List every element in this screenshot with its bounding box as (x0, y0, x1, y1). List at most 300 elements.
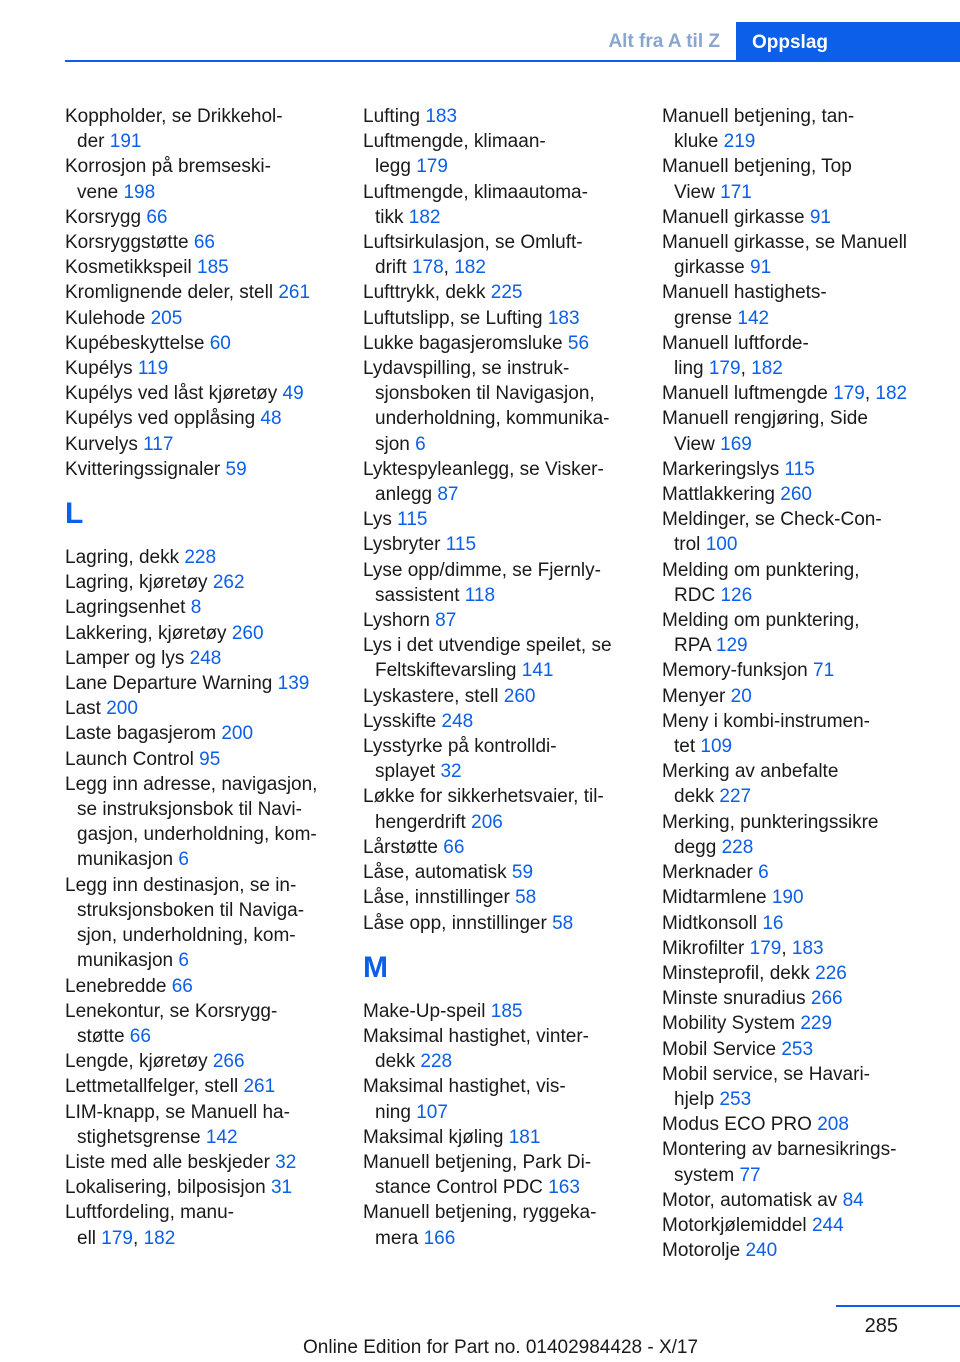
index-term: ell (77, 1227, 97, 1249)
index-term: drift (375, 257, 407, 279)
index-entry (662, 1188, 954, 1213)
index-term: RDC (674, 584, 716, 606)
index-term: Motorolje (662, 1240, 741, 1262)
index-entry (65, 154, 357, 204)
index-term: Lettmetallfelger, stell (65, 1076, 239, 1098)
index-term: struksjonsboken til Naviga- (77, 899, 305, 921)
page-reference-link[interactable]: 142 (737, 307, 770, 329)
page-reference-link[interactable]: 107 (416, 1101, 448, 1123)
index-term: tikk (375, 206, 404, 228)
index-entry (662, 205, 954, 230)
index-entry (662, 759, 954, 809)
index-entry (363, 507, 655, 532)
index-entry (662, 684, 954, 709)
index-entry (363, 1074, 655, 1124)
index-entry (65, 381, 357, 406)
index-term: Lagring, kjøretøy (65, 572, 208, 594)
page-reference-link[interactable]: 6 (178, 950, 189, 972)
page-reference-link[interactable]: 56 (567, 332, 590, 354)
index-term: degg (674, 836, 717, 858)
index-term: vene (77, 181, 119, 203)
index-term: Luftsirkulasjon, se Omluft- (363, 232, 583, 254)
page-reference-link[interactable]: 87 (437, 484, 459, 506)
index-term: Lysskifte (363, 710, 437, 732)
page-reference-link[interactable]: 181 (508, 1126, 541, 1148)
page-reference-link[interactable]: 261 (243, 1076, 276, 1098)
index-entry (363, 356, 655, 457)
index-entry (65, 205, 357, 230)
index-term: Maksimal hastighet, vis- (363, 1076, 566, 1098)
index-entry (65, 570, 357, 595)
index-entry (65, 1175, 357, 1200)
page-number: 285 (864, 1315, 898, 1337)
index-entry (662, 911, 954, 936)
index-term: stance Control PDC (375, 1177, 543, 1199)
index-term: hjelp (674, 1088, 715, 1110)
index-term: trol (674, 534, 701, 556)
index-term: Melding om punktering, (662, 559, 860, 581)
page-reference-link[interactable]: 166 (423, 1227, 456, 1249)
page-reference-link[interactable]: 109 (700, 736, 733, 758)
index-term: Kromlignende deler, stell (65, 282, 274, 304)
index-term: Lane Departure Warning (65, 673, 273, 695)
index-term: sassistent (375, 584, 460, 606)
index-entry (662, 1037, 954, 1062)
index-entry (65, 1074, 357, 1099)
index-term: ling (674, 358, 704, 380)
index-entry (65, 406, 357, 431)
index-entry (363, 709, 655, 734)
index-term: Mobil Service (662, 1038, 777, 1060)
index-entry (662, 885, 954, 910)
page-reference-link[interactable]: 219 (723, 131, 756, 153)
index-entry (662, 1062, 954, 1112)
index-term: Modus ECO PRO (662, 1114, 812, 1136)
page-reference-link[interactable]: 261 (278, 282, 311, 304)
edition-note: Online Edition for Part no. 01402984428 - X/17 (303, 1337, 699, 1358)
index-entry (363, 1024, 655, 1074)
page-reference-link[interactable]: 228 (721, 836, 754, 858)
index-entry (662, 658, 954, 683)
page-reference-link[interactable]: 248 (189, 647, 222, 669)
page-reference-link[interactable]: 182 (454, 257, 486, 279)
page-reference-link[interactable]: 260 (231, 622, 264, 644)
page-reference-link[interactable]: 183 (425, 106, 458, 127)
index-term: LIM-knapp, se Manuell ha- (65, 1101, 290, 1123)
index-term: hengerdrift (375, 811, 466, 833)
page-reference-link[interactable]: 179 (101, 1227, 133, 1249)
page-reference-link[interactable]: 6 (415, 433, 426, 455)
index-entry (662, 558, 954, 608)
page-reference-link[interactable]: 91 (809, 206, 831, 228)
page-reference-link[interactable]: 126 (720, 584, 753, 606)
page-header (65, 22, 960, 62)
index-entry (65, 772, 357, 873)
page-reference-link[interactable]: 6 (178, 849, 189, 871)
index-term: Manuell betjening, Park Di- (363, 1151, 592, 1173)
page-reference-link[interactable]: 182 (875, 383, 908, 405)
page-reference-link[interactable]: 185 (197, 257, 229, 279)
page-reference-link[interactable]: 208 (817, 1114, 849, 1136)
index-entry (662, 482, 954, 507)
index-entry: Luftfordeling, manu- ell 179, 182 (65, 1202, 234, 1249)
index-term: munikasjon (77, 950, 174, 972)
page-reference-link[interactable]: 66 (443, 836, 465, 858)
index-entry (65, 255, 357, 280)
index-term: Motor, automatisk av (662, 1189, 838, 1211)
page-reference-link[interactable]: 244 (811, 1214, 844, 1236)
index-term: girkasse (674, 257, 745, 279)
index-term: system (674, 1164, 735, 1186)
page-reference-link[interactable]: 178 (411, 257, 444, 279)
page-reference-link[interactable]: 226 (815, 962, 847, 984)
page-reference-link[interactable]: 48 (260, 408, 282, 430)
index-term: Liste med alle beskjeder (65, 1151, 270, 1173)
index-term: Korsryggstøtte (65, 232, 189, 254)
index-entry (662, 1112, 954, 1137)
index-entry (662, 104, 954, 154)
index-entry (363, 306, 655, 331)
page-reference-link[interactable]: 229 (800, 1013, 833, 1035)
index-term: Mattlakkering (662, 484, 775, 506)
index-entry (662, 1011, 954, 1036)
index-term: Lagring, dekk (65, 547, 180, 569)
index-term: Luftfordeling, manu- (65, 1202, 234, 1224)
page-reference-link[interactable]: 8 (190, 597, 202, 619)
index-entry (65, 306, 357, 331)
index-entry (363, 860, 655, 885)
index-term: Mobil service, se Havari- (662, 1063, 870, 1085)
index-entry (662, 1213, 954, 1238)
index-entry (65, 671, 357, 696)
page-reference-link[interactable]: 206 (471, 811, 503, 833)
index-term: Minsteprofil, dekk (662, 962, 810, 984)
page-reference-link[interactable]: 266 (212, 1051, 245, 1073)
index-term: munikasjon (77, 849, 174, 871)
index-term: dekk (375, 1051, 416, 1073)
index-entry (662, 709, 954, 759)
page-reference-link[interactable]: 179 (749, 937, 782, 959)
page-reference-link[interactable]: 119 (137, 358, 169, 380)
index-term: Menyer (662, 685, 726, 707)
page-reference-link[interactable]: 198 (123, 181, 156, 203)
index-entry (65, 432, 357, 457)
index-term: ning (375, 1101, 411, 1123)
header-rule (65, 60, 960, 62)
page-reference-link[interactable]: 118 (464, 584, 496, 606)
index-entry (65, 621, 357, 646)
index-term: splayet (375, 761, 436, 783)
page-reference-link[interactable]: 31 (270, 1177, 293, 1199)
index-term: Memory-funksjon (662, 660, 808, 682)
page-reference-link[interactable]: 95 (199, 748, 221, 770)
index-entry: Mikrofilter 179, 183 (662, 937, 824, 959)
index-term: sjonsboken til Navigasjon, (375, 383, 595, 405)
page-reference-link[interactable]: 139 (277, 673, 310, 695)
index-term: Koppholder, se Drikkehol- (65, 106, 283, 127)
index-entry (662, 810, 954, 860)
page-reference-link[interactable]: 66 (129, 1025, 151, 1047)
index-entry (363, 104, 655, 129)
page-reference-link[interactable]: 59 (511, 862, 534, 884)
page-reference-link[interactable]: 171 (720, 181, 752, 203)
index-term: Merknader (662, 862, 753, 884)
index-term: Manuell girkasse, se Manuell (662, 232, 908, 254)
page-reference-link[interactable]: 225 (490, 282, 523, 304)
page-reference-link[interactable]: 66 (146, 206, 168, 228)
index-term: Løkke for sikkerhetsvaier, til- (363, 786, 604, 808)
page-reference-link[interactable]: 49 (282, 383, 304, 405)
index-entry (363, 784, 655, 834)
index-entry (662, 230, 954, 280)
index-entry (65, 721, 357, 746)
index-term: Lyshorn (363, 610, 430, 632)
index-column-2 (363, 104, 655, 1251)
index-term: gasjon, underholdning, kom- (77, 824, 317, 846)
index-term: Lagringsenhet (65, 597, 186, 619)
page-reference-link[interactable]: 59 (225, 458, 247, 480)
index-entry (662, 1137, 954, 1187)
index-term: grense (674, 307, 733, 329)
index-term: Midtkonsoll (662, 912, 758, 934)
index-entry (65, 545, 357, 570)
page-reference-link[interactable]: 91 (750, 257, 772, 279)
index-term: Manuell betjening, ryggeka- (363, 1202, 597, 1224)
index-entry (65, 356, 357, 381)
index-term: Motorkjølemiddel (662, 1214, 807, 1236)
index-entry (363, 734, 655, 784)
index-term: Manuell girkasse (662, 206, 805, 228)
index-term: Manuell betjening, Top (662, 156, 852, 178)
index-term: Merking av anbefalte (662, 761, 839, 783)
index-entry (363, 532, 655, 557)
index-term: anlegg (375, 484, 433, 506)
page-reference-link[interactable]: 84 (842, 1189, 864, 1211)
index-term: Lenebredde (65, 975, 167, 997)
index-term: View (674, 433, 715, 455)
page-reference-link[interactable]: 20 (730, 685, 752, 707)
page-reference-link[interactable]: 179 (833, 383, 865, 405)
index-entry (363, 1125, 655, 1150)
index-entry (65, 747, 357, 772)
index-term: Mobility System (662, 1013, 796, 1035)
page-reference-link[interactable]: 100 (705, 534, 738, 556)
page-reference-link[interactable]: 141 (521, 660, 554, 682)
page-reference-link[interactable]: 248 (441, 710, 474, 732)
index-term: Merking, punkteringssikre (662, 811, 879, 833)
index-term: Last (65, 698, 101, 720)
index-term: stighetsgrense (77, 1126, 201, 1148)
page-reference-link[interactable]: 190 (771, 887, 804, 909)
page-reference-link[interactable]: 77 (739, 1164, 761, 1186)
index-entry (363, 1200, 655, 1250)
index-entry (363, 684, 655, 709)
index-term: Meny i kombi-instrumen- (662, 710, 870, 732)
page-reference-link[interactable]: 262 (212, 572, 245, 594)
index-term: Mikrofilter (662, 937, 745, 959)
index-entry (65, 331, 357, 356)
index-term: Kosmetikkspeil (65, 257, 192, 279)
page-reference-link[interactable]: 66 (171, 975, 193, 997)
index-term: Lårstøtte (363, 836, 438, 858)
index-entry (65, 230, 357, 255)
index-term: Montering av barnesikrings- (662, 1139, 897, 1161)
page-reference-link[interactable]: 16 (762, 912, 784, 934)
index-entry (363, 180, 655, 230)
index-term: Luftmengde, klimaan- (363, 131, 546, 153)
index-term: Manuell luftmengde (662, 383, 828, 405)
index-term: Lufting (363, 106, 421, 127)
index-letter-heading: M (363, 950, 388, 984)
page-reference-link[interactable]: 182 (408, 206, 441, 228)
index-entry (65, 1150, 357, 1175)
page-reference-link[interactable]: 142 (205, 1126, 238, 1148)
index-entry (363, 558, 655, 608)
index-term: mera (375, 1227, 419, 1249)
page-reference-link[interactable]: 260 (503, 685, 536, 707)
index-entry (65, 104, 357, 154)
index-entry (363, 835, 655, 860)
page-reference-link[interactable]: 253 (719, 1088, 752, 1110)
index-term: Launch Control (65, 748, 194, 770)
index-entry (65, 1100, 357, 1150)
index-entry (662, 457, 954, 482)
page-reference-link[interactable]: 253 (781, 1038, 814, 1060)
index-term: Manuell rengjøring, Side (662, 408, 868, 430)
page-reference-link[interactable]: 227 (719, 786, 752, 808)
index-term: sjon, underholdning, kom- (77, 925, 296, 947)
page-reference-link[interactable]: 129 (715, 635, 748, 657)
index-term: se instruksjonsbok til Navi- (77, 799, 302, 821)
index-term: Lyse opp/dimme, se Fjernly- (363, 559, 601, 581)
page-reference-link[interactable]: 260 (780, 484, 812, 506)
page-reference-link[interactable]: 117 (143, 433, 174, 455)
index-term: Kulehode (65, 307, 146, 329)
index-term: Kupélys ved låst kjøretøy (65, 383, 278, 405)
page-reference-link[interactable]: 240 (745, 1240, 778, 1262)
index-entry (662, 961, 954, 986)
index-entry (363, 999, 655, 1024)
index-entry (662, 154, 954, 204)
index-entry (363, 608, 655, 633)
index-term: Lengde, kjøretøy (65, 1051, 208, 1073)
page-reference-link[interactable]: 58 (552, 912, 574, 934)
index-entry (65, 1049, 357, 1074)
page-reference-link[interactable]: 191 (109, 131, 142, 153)
index-term: Kurvelys (65, 433, 138, 455)
index-entry: Luftsirkulasjon, se Omluft- drift 178, 182 (363, 232, 583, 279)
page-reference-link[interactable]: 200 (106, 698, 138, 720)
index-term: RPA (674, 635, 711, 657)
index-term: Luftmengde, klimaautoma- (363, 181, 588, 203)
page-reference-link[interactable]: 163 (548, 1177, 580, 1199)
index-term: Manuell hastighets- (662, 282, 827, 304)
page-reference-link[interactable]: 169 (720, 433, 752, 455)
index-entry (363, 911, 655, 936)
index-entry (363, 633, 655, 683)
index-entry (65, 646, 357, 671)
index-term: Maksimal hastighet, vinter- (363, 1025, 589, 1047)
page-reference-link[interactable]: 182 (143, 1227, 176, 1249)
index-term: Maksimal kjøling (363, 1126, 504, 1148)
page-reference-link[interactable]: 6 (758, 862, 769, 884)
index-entry (65, 974, 357, 999)
index-term: Luftutslipp, se Lufting (363, 307, 543, 329)
index-entry: Manuell luftmengde 179, 182 (662, 383, 908, 405)
page-reference-link[interactable]: 182 (751, 358, 783, 380)
index-term: Korrosjon på bremseski- (65, 156, 271, 178)
index-column-1 (65, 104, 357, 1251)
index-entry (662, 280, 954, 330)
index-term: Kvitteringssignaler (65, 458, 221, 480)
index-term: Kupélys ved opplåsing (65, 408, 256, 430)
page-reference-link[interactable]: 266 (810, 988, 843, 1010)
page-reference-link[interactable]: 66 (193, 232, 215, 254)
index-term: Midtarmlene (662, 887, 767, 909)
index-entry (65, 999, 357, 1049)
index-term: Lysstyrke på kontrolldi- (363, 736, 557, 758)
page-reference-link[interactable]: 115 (445, 534, 477, 556)
index-term: Laste bagasjerom (65, 723, 217, 745)
page-reference-link[interactable]: 115 (784, 458, 815, 480)
index-entry (662, 608, 954, 658)
index-entry (65, 595, 357, 620)
page-reference-link[interactable]: 60 (209, 332, 231, 354)
index-term: Lakkering, kjøretøy (65, 622, 227, 644)
index-entry (65, 280, 357, 305)
index-term: Lokalisering, bilposisjon (65, 1177, 266, 1199)
index-term: Legg inn adresse, navigasjon, (65, 773, 318, 795)
footer-rule (836, 1305, 960, 1307)
index-entry (363, 1150, 655, 1200)
index-term: Manuell betjening, tan- (662, 106, 855, 127)
index-term: Feltskiftevarsling (375, 660, 517, 682)
index-term: Lukke bagasjeromsluke (363, 332, 563, 354)
index-entry (65, 457, 357, 482)
index-entry (662, 406, 954, 456)
index-letter-heading: L (65, 497, 84, 531)
index-entry (662, 986, 954, 1011)
page-reference-link[interactable]: 32 (440, 761, 462, 783)
page-reference-link[interactable]: 115 (397, 509, 428, 531)
index-entry (662, 507, 954, 557)
index-term: Lufttrykk, dekk (363, 282, 486, 304)
page-reference-link[interactable]: 58 (515, 887, 537, 909)
page-reference-link[interactable]: 228 (184, 547, 217, 569)
index-entry (363, 331, 655, 356)
page-reference-link[interactable]: 183 (547, 307, 580, 329)
index-term: Melding om punktering, (662, 610, 860, 632)
page-reference-link[interactable]: 71 (813, 660, 835, 682)
page-reference-link[interactable]: 205 (150, 307, 183, 329)
index-term: Kupélys (65, 358, 133, 380)
index-term: underholdning, kommunika- (375, 408, 610, 430)
index-column-3 (662, 104, 954, 1263)
page-reference-link[interactable]: 185 (490, 1000, 523, 1022)
page-reference-link[interactable]: 32 (275, 1151, 297, 1173)
index-entry (363, 457, 655, 507)
page-reference-link[interactable]: 179 (416, 156, 448, 178)
page-reference-link[interactable]: 200 (221, 723, 254, 745)
page-reference-link[interactable]: 87 (435, 610, 457, 632)
tab-oppslag[interactable]: Oppslag (736, 22, 960, 62)
page-reference-link[interactable]: 228 (420, 1051, 453, 1073)
page-reference-link[interactable]: 179 (708, 358, 741, 380)
index-term: Låse opp, innstillinger (363, 912, 547, 934)
page-reference-link[interactable]: 183 (791, 937, 824, 959)
index-term: Lyktespyleanlegg, se Visker- (363, 458, 604, 480)
index-term: Manuell luftforde- (662, 332, 809, 354)
